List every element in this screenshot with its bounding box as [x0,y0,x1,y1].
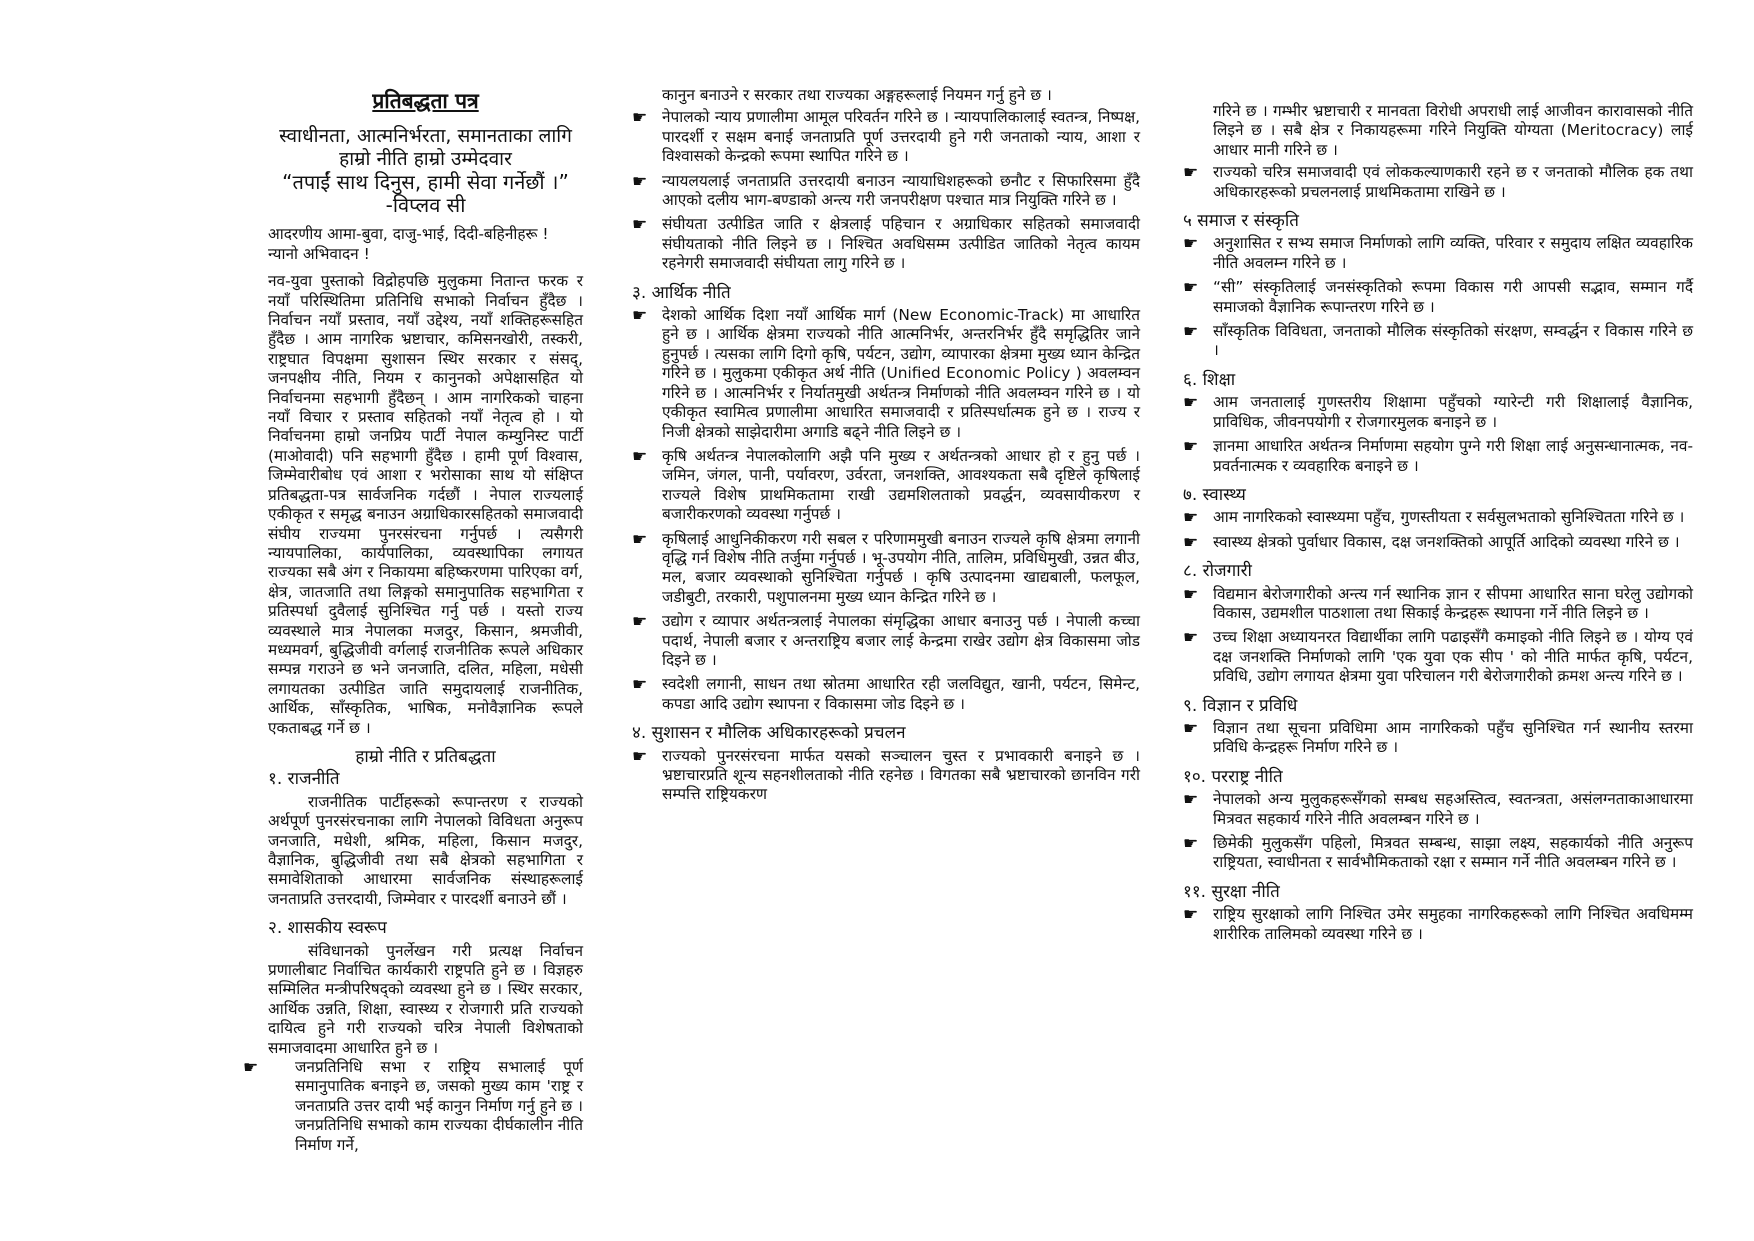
pointing-hand-icon: ☛ [1183,437,1199,458]
list-item: ☛ विद्यमान बेरोजगारीको अन्त्य गर्न स्थानिक ज्ञान र सीपमा आधारित साना घरेलु उद्योगको विकास, उद्यमशील पाठशाला तथा सिकाई केन्द्रहरू स्थापना गर्ने नीति लिइने छ । [1183,584,1693,622]
list-item: ☛ कृषि अर्थतन्त्र नेपालकोलागि अझै पनि मुख्य र अर्थतन्त्रको आधार हो र हुनु पर्छ । जमिन, जंगल, पानी, पर्यावरण, उर्वरता, जनशक्ति, आवश्यकता सबै दृष्टिले कृषिलाई राज्यले विशेष प्राथमिकतामा राखी उद्यमशिलताको प्रवर्द्धन, व्यवसायीकरण र बजारीकरणको व्यवस्था गर्नुपर्छ । [632,446,1140,524]
pointing-hand-icon: ☛ [1183,508,1199,529]
pointing-hand-icon: ☛ [632,446,648,467]
section-1-text: राजनीतिक पार्टीहरूको रूपान्तरण र राज्यको अर्थपूर्ण पुनरसंरचनाका लागि नेपालको विविधता अनुरूप जनजाति, मधेशी, श्रमिक, महिला, किसान मजदुर, वैज्ञानिक, बुद्धिजीवी तथा सबै क्षेत्रको सहभागिता र समावेशिताको आधारमा सार्वजनिक संस्थाहरूलाई जनताप्रति उत्तरदायी, जिम्मेवार र पारदर्शी बनाउने छौं । [268,792,583,908]
slogan: “तपाईं साथ दिनुस, हामी सेवा गर्नेछौं ।” -विप्लव सी [282,170,569,218]
list-item: ☛ उद्योग र व्यापार अर्थतन्त्रलाई नेपालका संमृद्धिका आधार बनाउनु पर्छ । नेपाली कच्चा पदार्थ, नेपाली बजार र अन्तराष्ट्रिय बजार लाई केन्द्रमा राखेर उद्योग क्षेत्र विकासमा जोड दिइने छ । [632,612,1140,669]
greeting-line-1: आदरणीय आमा-बुवा, दाजु-भाई, दिदी-बहिनीहरू ! [268,225,549,244]
column-left [243,0,583,1241]
tagline-2: हाम्रो नीति हाम्रो उम्मेदवार [339,148,512,171]
pointing-hand-icon: ☛ [1183,628,1199,649]
section-5-title: ५ समाज र संस्कृति [1183,211,1299,232]
pointing-hand-icon: ☛ [243,1058,259,1079]
greeting-line-2: न्यानो अभिवादन ! [268,244,370,263]
list-item: ☛ साँस्कृतिक विविधता, जनताको मौलिक संस्कृतिको संरक्षण, सम्वर्द्धन र विकास गरिने छ । [1183,322,1693,360]
list-item: ☛ छिमेकी मुलुकसँग पहिलो, मित्रवत सम्बन्ध, साझा लक्ष्य, सहकार्यको नीति अनुरूप राष्ट्रियता, स्वाधीनता र सार्वभौमिकताको रक्षा र सम्मान गर्ने नीति अवलम्बन गरिने छ । [1183,834,1693,872]
list-item: ☛ कृषिलाई आधुनिकीकरण गरी सबल र परिणाममुखी बनाउन राज्यले कृषि क्षेत्रमा लगानी वृद्धि गर्न विशेष नीति तर्जुमा गर्नुपर्छ । भू-उपयोग नीति, तालिम, प्रविधिमुखी, उन्नत बीउ, मल, बजार व्यवस्थाको सुनिश्चिता गर्नुपर्छ । कृषि उत्पादनमा खाद्यबाली, फलफूल, जडीबुटी, तरकारी, पशुपालनमा मुख्य ध्यान केन्द्रित गरिने छ । [632,529,1140,606]
pointing-hand-icon: ☛ [632,171,648,192]
section-7-title: ७. स्वास्थ्य [1183,484,1246,505]
list-item: ☛ “सी” संस्कृतिलाई जनसंस्कृतिको रूपमा विकास गरी आपसी सद्भाव, सम्मान गर्दै समाजको वैज्ञानिक रूपान्तरण गरिने छ । [1183,278,1693,316]
list-item: ☛ संघीयता उत्पीडित जाति र क्षेत्रलाई पहिचान र अग्राधिकार सहितको समाजवादी संघीयताको नीति लिइने छ । निश्चित अवधिसम्म उत्पीडित जातिको नेतृत्व कायम रहनेगरी समाजवादी संघीयता लागु गरिने छ । [632,215,1140,273]
list-item: ☛ आम नागरिकको स्वास्थ्यमा पहुँच, गुणस्तीयता र सर्वसुलभताको सुनिश्चितता गरिने छ । [1183,508,1685,529]
page-title: प्रतिबद्धता पत्र [372,89,479,113]
column-right [1183,0,1693,1241]
list-item: ☛ राष्ट्रिय सुरक्षाको लागि निश्चित उमेर समुहका नागरिकहरूको लागि निश्चित अवधिमम्म शारीरिक तालिमको व्यवस्था गरिने छ । [1183,905,1693,943]
list-item: ☛ देशको आर्थिक दिशा नयाँ आर्थिक मार्ग (New Economic-Track) मा आधारित हुने छ । आर्थिक क्षेत्रमा राज्यको नीति आत्मनिर्भर, अन्तरनिर्भर हुँदै समृद्धितिर जाने हुनुपर्छ । त्यसका लागि दिगो कृषि, पर्यटन, उद्योग, व्यापारका क्षेत्रमा मुख्य ध्यान केन्द्रित गरिने छ । मुलुकमा एकीकृत अर्थ नीति (Unified Economic Policy ) अवलम्वन गरिने छ । आत्मनिर्भर र निर्यातमुखी अर्थतन्त्र निर्माणको नीति अवलम्वन गरिने छ । यो एकीकृत स्वामित्व प्रणालीमा आधारित समाजवादी र प्रतिस्पर्धात्मक हुने छ । राज्य र निजी क्षेत्रको साझेदारीमा अगाडि बढ्ने नीति लिइने छ । [632,306,1140,441]
continued-text: गरिने छ । गम्भीर भ्रष्टाचारी र मानवता विरोधी अपराधी लाई आजीवन कारावासको नीति लिइने छ । सबै क्षेत्र र निकायहरूमा गरिने नियुक्ति योग्यता (Meritocracy) लाई आधार मानी गरिने छ । [1213,102,1693,159]
pointing-hand-icon: ☛ [1183,163,1199,184]
column-middle [632,0,1140,1241]
pointing-hand-icon: ☛ [1183,834,1199,854]
list-item: ☛ उच्च शिक्षा अध्यायनरत विद्यार्थीका लागि पढाइसँगै कमाइको नीति लिइने छ । योग्य एवं दक्ष जनशक्ति निर्माणको लागि 'एक युवा एक सीप ' को नीति मार्फत कृषि, पर्यटन, प्रविधि, उद्योग लगायत क्षेत्रमा युवा परिचालन गरी बेरोजगारीको क्रमश अन्त्य गरिने छ । [1183,628,1693,686]
section-6-title: ६. शिक्षा [1183,369,1236,390]
pointing-hand-icon: ☛ [1183,322,1199,343]
section-8-title: ८. रोजगारी [1183,561,1252,582]
section-2-text: संविधानको पुनर्लेखन गरी प्रत्यक्ष निर्वाचन प्रणालीबाट निर्वाचित कार्यकारी राष्ट्रपति हुने छ । विज्ञहरु सम्मिलित मन्त्रीपरिषद्को व्यवस्था हुने छ । स्थिर सरकार, आर्थिक उन्नति, शिक्षा, स्वास्थ्य र रोजगारी प्रति राज्यको दायित्व हुने गरी राज्यको चरित्र नेपाली विशेषताको समाजवादमा आधारित हुने छ । [268,941,583,1057]
tagline-1: स्वाधीनता, आत्मनिर्भरता, समानताका लागि [279,125,572,148]
section-4-title: ४. सुशासन र मौलिक अधिकारहरूको प्रचलन [632,723,906,744]
section-3-title: ३. आर्थिक नीति [632,282,731,303]
list-item: ☛ अनुशासित र सभ्य समाज निर्माणको लागि व्यक्ति, परिवार र समुदाय लक्षित व्यवहारिक नीति अवलम्न गरिने छ । [1183,234,1693,272]
section-9-title: ९. विज्ञान र प्रविधि [1183,695,1298,716]
pointing-hand-icon: ☛ [1183,790,1199,811]
pointing-hand-icon: ☛ [632,108,648,129]
pointing-hand-icon: ☛ [632,746,648,767]
pointing-hand-icon: ☛ [632,215,648,236]
list-item: ☛ नेपालको अन्य मुलुकहरूसँगको सम्बध सहअस्तित्व, स्वतन्त्रता, असंलग्नताकाआधारमा मित्रवत सहकार्य गरिने नीति अवलम्बन गरिने छ । [1183,790,1693,828]
pointing-hand-icon: ☛ [1183,532,1199,553]
section-11-title: ११. सुरक्षा नीति [1183,881,1280,902]
pointing-hand-icon: ☛ [1183,584,1199,605]
list-item: ☛ जनप्रतिनिधि सभा र राष्ट्रिय सभालाई पूर्ण समानुपातिक बनाइने छ, जसको मुख्य काम 'राष्ट्र र जनताप्रति उत्तर दायी भई कानुन निर्माण गर्नु हुने छ । जनप्रतिनिधि सभाको काम राज्यका दीर्घकालीन नीति निर्माण गर्ने, [243,1058,583,1154]
section-10-title: १०. परराष्ट्र नीति [1183,766,1283,787]
pointing-hand-icon: ☛ [632,675,648,696]
list-item: ☛ स्वास्थ्य क्षेत्रको पुर्वाधार विकास, दक्ष जनशक्तिको आपूर्ति आदिको व्यवस्था गरिने छ । [1183,532,1680,553]
pointing-hand-icon: ☛ [1183,905,1199,926]
list-item: ☛ आम जनतालाई गुणस्तरीय शिक्षामा पहुँचको ग्यारेन्टी गरी शिक्षालाई वैज्ञानिक, प्राविधिक, जीवनपयोगी र रोजगारमुलक बनाइने छ । [1183,393,1693,431]
list-item: ☛ न्यायलयलाई जनताप्रति उत्तरदायी बनाउन न्यायाधिशहरूको छनौट र सिफारिसमा हुँदै आएको दलीय भाग-बण्डाको अन्त्य गरी जनपरीक्षण पश्चात मात्र नियुक्ति गरिने छ । [632,171,1140,210]
pointing-hand-icon: ☛ [1183,234,1199,255]
list-item: ☛ राज्यको पुनरसंरचना मार्फत यसको सञ्चालन चुस्त र प्रभावकारी बनाइने छ । भ्रष्टाचारप्रति शून्य सहनशीलताको नीति रहनेछ । विगतका सबै भ्रष्टाचारको छानविन गरी सम्पत्ति राष्ट्रियकरण [632,746,1140,804]
pointing-hand-icon: ☛ [1183,718,1199,739]
intro-paragraph: नव-युवा पुस्ताको विद्रोहपछि मुलुकमा नितान्त फरक र नयाँ परिस्थितिमा प्रतिनिधि सभाको निर्वाचन हुँदैछ । निर्वाचन नयाँ प्रस्ताव, नयाँ उद्देश्य, नयाँ शक्तिहरूसहित हुँदैछ । आम नागरिक भ्रष्टाचार, कमिसनखोरी, तस्करी, राष्ट्रघात विपक्षमा सुशासन स्थिर सरकार र संसद्, जनपक्षीय नीति, नियम र कानुनको अपेक्षासहित यो निर्वाचनमा सहभागी हुँदैछन् । आम नागरिकको चाहना नयाँ विचार र प्रस्ताव सहितको नयाँ नेतृत्व हो । यो निर्वाचनमा हाम्रो जनप्रिय पार्टी नेपाल कम्युनिस्ट पार्टी (माओवादी) पनि सहभागी हुँदैछ । हामी पूर्ण विश्वास, जिम्मेवारीबोध एवं आशा र भरोसाका साथ यो संक्षिप्त प्रतिबद्धता-पत्र सार्वजनिक गर्दछौं । नेपाल राज्यलाई एकीकृत र समृद्ध बनाउन अग्राधिकारसहितको समाजवादी संघीय राज्यमा पुनरसंरचना गर्नुपर्छ । त्यसैगरी न्यायपालिका, कार्यपालिका, व्यवस्थापिका लगायत राज्यका सबै अंग र निकायमा बहिष्करणमा पारिएका वर्ग, क्षेत्र, जातजाति तथा लिङ्गको समानुपातिक सहभागिता र प्रतिस्पर्धा दुवैलाई सुनिश्चित गर्नु पर्छ । यस्तो राज्य व्यवस्थाले मात्र नेपालका मजदुर, किसान, श्रमजीवी, मध्यमवर्ग, बुद्धिजीवी वर्गलाई राजनीतिक रूपले अधिकार सम्पन्न गराउने छ भने जनजाति, दलित, महिला, मधेसी लगायतका उत्पीडित जाति समुदायलाई राजनीतिक, आर्थिक, साँस्कृतिक, भाषिक, मनोवैज्ञानिक रूपले एकताबद्ध गर्ने छ । [268,272,583,737]
section-2-title: २. शासकीय स्वरूप [268,918,387,939]
list-item: ☛ ज्ञानमा आधारित अर्थतन्त्र निर्माणमा सहयोग पुग्ने गरी शिक्षा लाई अनुसन्धानात्मक, नव-प्रवर्तनात्मक र व्यवहारिक बनाइने छ । [1183,437,1693,475]
pointing-hand-icon: ☛ [1183,393,1199,414]
list-item: ☛ स्वदेशी लगानी, साधन तथा स्रोतमा आधारित रही जलविद्युत, खानी, पर्यटन, सिमेन्ट, कपडा आदि उद्योग स्थापना र विकासमा जोड दिइने छ । [632,675,1140,713]
policy-heading: हाम्रो नीति र प्रतिबद्धता [355,746,496,767]
pointing-hand-icon: ☛ [632,529,648,550]
continued-text: कानुन बनाउने र सरकार तथा राज्यका अङ्गहरूलाई नियमन गर्नु हुने छ । [662,86,1052,104]
list-item: ☛ नेपालको न्याय प्रणालीमा आमूल परिवर्तन गरिने छ । न्यायपालिकालाई स्वतन्त्र, निष्पक्ष, पारदर्शी र सक्षम बनाई जनताप्रति पूर्ण उत्तरदायी हुने गरी जनताको न्याय, आशा र विश्वासको केन्द्रको रूपमा स्थापित गरिने छ । [632,108,1140,166]
pointing-hand-icon: ☛ [1183,278,1199,299]
pointing-hand-icon: ☛ [632,306,648,327]
list-item: ☛ राज्यको चरित्र समाजवादी एवं लोककल्याणकारी रहने छ र जनताको मौलिक हक तथा अधिकारहरूको प्रचलनलाई प्राथमिकतामा राखिने छ । [1183,163,1693,201]
list-item: ☛ विज्ञान तथा सूचना प्रविधिमा आम नागरिकको पहुँच सुनिश्चित गर्न स्थानीय स्तरमा प्रविधि केन्द्रहरू निर्माण गरिने छ । [1183,718,1693,757]
section-1-title: १. राजनीति [268,769,340,790]
pointing-hand-icon: ☛ [632,612,648,633]
